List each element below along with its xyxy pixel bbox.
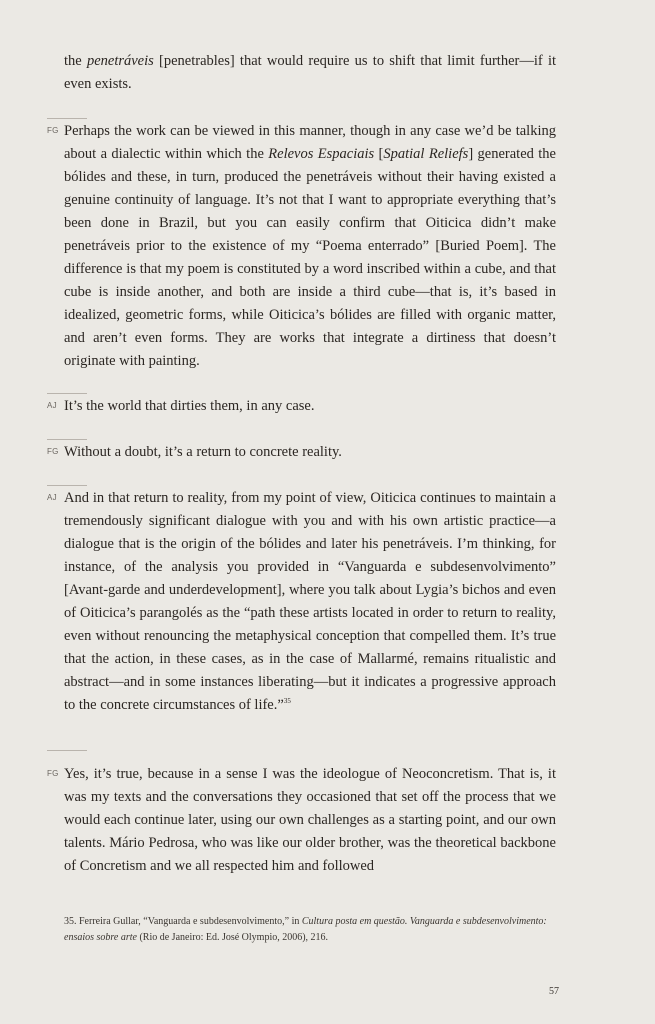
paragraph-continuation: the penetráveis [penetrables] that would require us to shift that limit further—if it even exists.: [64, 53, 556, 92]
speaker-label: FG: [47, 769, 59, 778]
speaker-rule: [47, 750, 87, 751]
paragraph-fg-1: Perhaps the work can be viewed in this manner, though in any case we’d be talking about a dialectic within which the Relevos Espaciais [Spatial Reliefs] generated the bólides and these, in turn, produced the penetráveis without their having existed a genuine continuity of language. It’s not that I want to appropriate everything that’s been done in Brazil, but you can easily confirm that Oiticica didn’t make penetráveis prior to the existence of my “Poema enterrado” [Buried Poem]. The difference is that my poem is constituted by a word inscribed within a cube, and that cube is inside another, and both are inside a third cube—that is, it’s based in idealized, geometric forms, while Oiticica’s bólides are filled with organic matter, and aren’t even forms. They are works that integrate a dirtiness that doesn’t originate with painting.: [64, 123, 556, 369]
paragraph-aj-2: And in that return to reality, from my point of view, Oiticica continues to maintain a tremendously significant dialogue with you and with his own artistic practice—a dialogue that is the origin of the bólides and later his penetráveis. I’m thinking, for instance, of the analysis you provided in “Vanguarda e subdesenvolvimento” [Avant-garde and underdevelopment], where you talk about Lygia’s bichos and even of Oiticica’s parangolés as the “path these artists located in order to return to reality, even without renouncing the metaphysical conception that compelled them. It’s true that the action, in these cases, as in the case of Mallarmé, remains ritualistic and abstract—and in some instances liberating—but it indicates a progressive approach to the concrete circumstances of life.”$^{35}$: [64, 490, 556, 713]
page-number: 57: [549, 986, 559, 997]
speaker-rule: [47, 485, 87, 486]
speaker-rule: [47, 118, 87, 119]
footnote: 35. Ferreira Gullar, “Vanguarda e subdesenvolvimento,” in Cultura posta em questão. Vanguarda e subdesenvolvimento: ensaios sobre arte (Rio de Janeiro: Ed. José Olympio, 2006), 216.: [64, 916, 547, 943]
speaker-label: AJ: [47, 493, 57, 502]
speaker-label: FG: [47, 447, 59, 456]
speaker-rule: [47, 439, 87, 440]
speaker-label: AJ: [47, 401, 57, 410]
speaker-label: FG: [47, 126, 59, 135]
paragraph-fg-3: Yes, it’s true, because in a sense I was the ideologue of Neoconcretism. That is, it was my texts and the conversations they occasioned that set off the process that we would each continue later, using our own challenges as a starting point, and our own talents. Mário Pedrosa, who was like our older brother, was the theoretical backbone of Concretism and we all respected him and followed: [64, 766, 556, 874]
paragraph-aj-1: It’s the world that dirties them, in any case.: [64, 398, 315, 414]
speaker-rule: [47, 393, 87, 394]
paragraph-fg-2: Without a doubt, it’s a return to concrete reality.: [64, 444, 342, 460]
